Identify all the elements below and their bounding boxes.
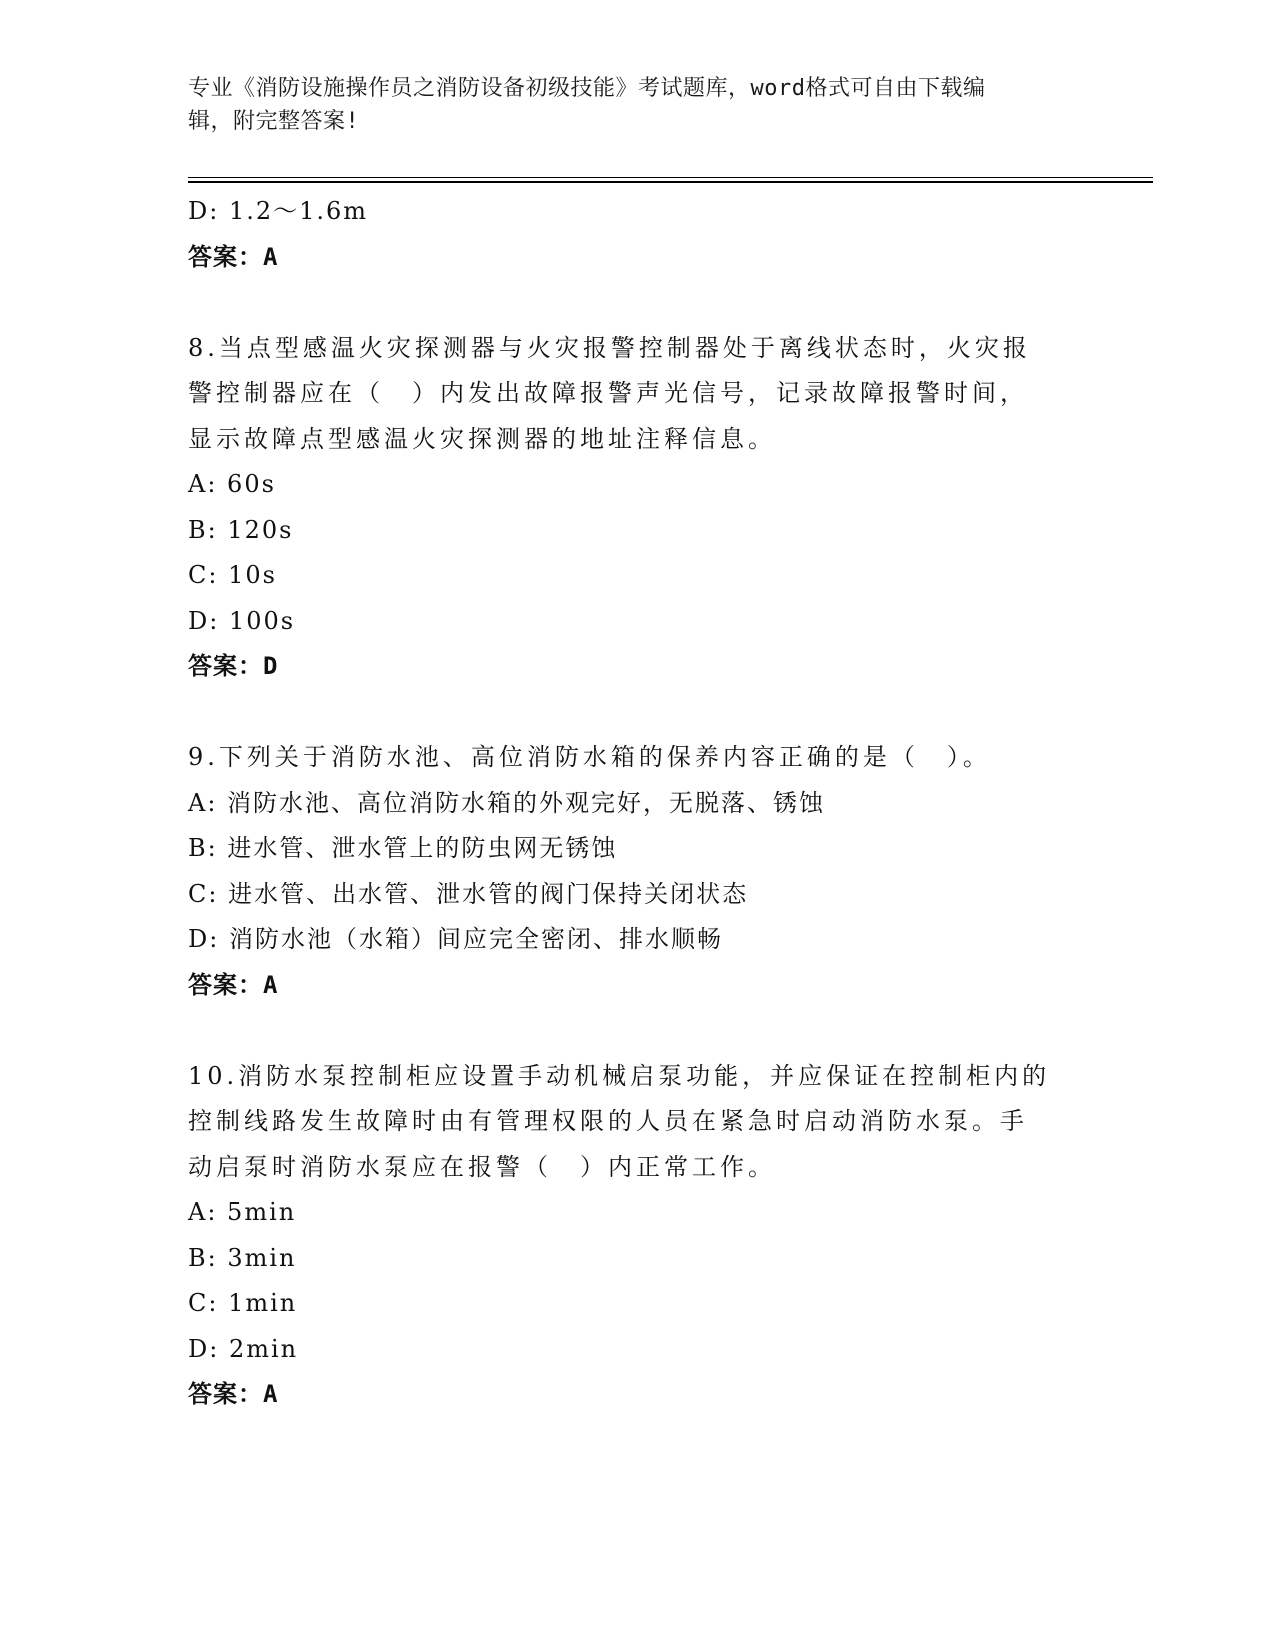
question-stem-line: 动启泵时消防水泵应在报警（ ）内正常工作。 (188, 1152, 776, 1181)
question-stem-line: 8.当点型感温火灾探测器与火灾报警控制器处于离线状态时，火灾报 (188, 333, 1031, 362)
option-b: B: 3min (188, 1243, 297, 1272)
prev-question-tail (188, 189, 1088, 280)
question-10 (188, 1054, 1088, 1418)
question-9 (188, 735, 1088, 1008)
option-d: D: 1.2～1.6m (188, 197, 369, 225)
header-line-1: 专业《消防设施操作员之消防设备初级技能》考试题库，word格式可自由下载编 (188, 76, 986, 101)
option-c: C: 10s (188, 561, 277, 589)
option-d: D: 100s (188, 606, 296, 635)
option-c: C: 1min (188, 1289, 298, 1317)
answer-line: 答案：A (188, 970, 279, 999)
question-stem-line: 显示故障点型感温火灾探测器的地址注释信息。 (188, 424, 776, 453)
spacer (188, 280, 1088, 326)
option-b: B: 120s (188, 515, 294, 544)
question-stem-line: 9.下列关于消防水池、高位消防水箱的保养内容正确的是（ ）。 (188, 743, 991, 771)
question-8 (188, 326, 1088, 690)
document-header (188, 72, 1068, 138)
option-a: A: 5min (188, 1198, 297, 1226)
question-stem-line: 警控制器应在（ ）内发出故障报警声光信号，记录故障报警时间， (188, 379, 1028, 407)
option-b: B: 进水管、泄水管上的防虫网无锈蚀 (188, 834, 618, 862)
option-a: A: 60s (188, 470, 276, 498)
answer-line: 答案：D (188, 652, 279, 680)
answer-line: 答案：A (188, 242, 279, 271)
option-d: D: 2min (188, 1334, 299, 1363)
question-stem-line: 10.消防水泵控制柜应设置手动机械启泵功能，并应保证在控制柜内的 (188, 1061, 1051, 1090)
spacer (188, 690, 1088, 736)
spacer (188, 1008, 1088, 1054)
option-a: A: 消防水池、高位消防水箱的外观完好，无脱落、锈蚀 (188, 788, 826, 817)
question-stem-line: 控制线路发生故障时由有管理权限的人员在紧急时启动消防水泵。手 (188, 1107, 1028, 1135)
header-divider-bottom (188, 181, 1153, 183)
answer-line: 答案：A (188, 1380, 279, 1408)
header-line-2: 辑，附完整答案! (188, 109, 360, 134)
header-divider-top (188, 177, 1153, 178)
question-content (188, 189, 1088, 1418)
option-d: D: 消防水池（水箱）间应完全密闭、排水顺畅 (188, 925, 723, 953)
option-c: C: 进水管、出水管、泄水管的阀门保持关闭状态 (188, 879, 749, 908)
